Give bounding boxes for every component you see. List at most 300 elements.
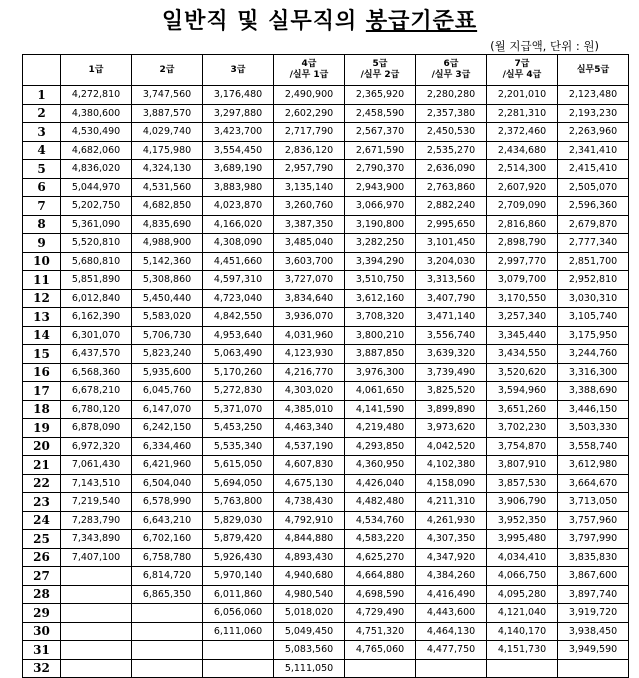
salary-cell: 6,504,040 <box>132 474 203 493</box>
column-header-line1: 5급 <box>372 59 388 69</box>
salary-cell: 7,283,790 <box>61 511 132 530</box>
table-row <box>23 326 629 345</box>
salary-cell: 5,142,360 <box>132 252 203 271</box>
step-number: 17 <box>23 382 61 401</box>
salary-cell: 2,851,700 <box>558 252 629 271</box>
step-number: 6 <box>23 178 61 197</box>
salary-cell: 5,063,490 <box>203 345 274 364</box>
salary-cell <box>61 567 132 586</box>
salary-cell: 3,204,030 <box>416 252 487 271</box>
column-header-line2: /실무 4급 <box>502 70 542 80</box>
salary-cell: 2,123,480 <box>558 86 629 105</box>
salary-cell <box>345 659 416 678</box>
column-header-line2: /실무 2급 <box>360 70 400 80</box>
salary-cell: 3,651,260 <box>487 400 558 419</box>
salary-cell: 4,835,690 <box>132 215 203 234</box>
salary-cell: 6,437,570 <box>61 345 132 364</box>
step-number: 9 <box>23 234 61 253</box>
salary-cell: 3,887,850 <box>345 345 416 364</box>
salary-cell: 2,341,410 <box>558 141 629 160</box>
salary-cell: 5,879,420 <box>203 530 274 549</box>
salary-cell: 2,995,650 <box>416 215 487 234</box>
step-number: 13 <box>23 308 61 327</box>
salary-cell: 2,709,090 <box>487 197 558 216</box>
salary-cell: 3,434,550 <box>487 345 558 364</box>
page-title <box>0 4 639 35</box>
salary-cell <box>558 659 629 678</box>
table-row <box>23 345 629 364</box>
salary-cell: 4,261,930 <box>416 511 487 530</box>
salary-cell: 5,706,730 <box>132 326 203 345</box>
step-number: 20 <box>23 437 61 456</box>
salary-cell: 4,141,590 <box>345 400 416 419</box>
salary-cell <box>61 585 132 604</box>
salary-cell: 6,865,350 <box>132 585 203 604</box>
salary-cell: 3,558,740 <box>558 437 629 456</box>
salary-cell: 4,953,640 <box>203 326 274 345</box>
salary-cell: 5,583,020 <box>132 308 203 327</box>
salary-cell: 2,434,680 <box>487 141 558 160</box>
salary-cell: 4,066,750 <box>487 567 558 586</box>
salary-cell: 3,388,690 <box>558 382 629 401</box>
salary-cell: 3,079,700 <box>487 271 558 290</box>
salary-cell: 5,535,340 <box>203 437 274 456</box>
column-header <box>61 55 132 86</box>
salary-cell: 4,385,010 <box>274 400 345 419</box>
salary-cell: 2,535,270 <box>416 141 487 160</box>
salary-cell: 5,763,800 <box>203 493 274 512</box>
salary-cell: 4,792,910 <box>274 511 345 530</box>
salary-cell: 3,556,740 <box>416 326 487 345</box>
salary-cell: 4,980,540 <box>274 585 345 604</box>
step-number: 27 <box>23 567 61 586</box>
salary-cell: 4,307,350 <box>416 530 487 549</box>
table-row <box>23 215 629 234</box>
salary-cell <box>61 622 132 641</box>
salary-cell: 4,682,850 <box>132 197 203 216</box>
salary-cell: 2,263,960 <box>558 123 629 142</box>
unit-note: (월 지급액, 단위 : 원) <box>490 39 599 53</box>
salary-cell: 5,520,810 <box>61 234 132 253</box>
salary-cell: 3,176,480 <box>203 86 274 105</box>
salary-cell: 4,042,520 <box>416 437 487 456</box>
step-number: 22 <box>23 474 61 493</box>
salary-cell: 3,030,310 <box>558 289 629 308</box>
salary-cell: 4,682,060 <box>61 141 132 160</box>
salary-cell: 6,758,780 <box>132 548 203 567</box>
salary-cell: 6,162,390 <box>61 308 132 327</box>
salary-cell: 2,193,230 <box>558 104 629 123</box>
step-number: 12 <box>23 289 61 308</box>
salary-cell: 3,297,880 <box>203 104 274 123</box>
salary-cell: 3,857,530 <box>487 474 558 493</box>
table-row <box>23 530 629 549</box>
table-row <box>23 567 629 586</box>
salary-cell: 2,636,090 <box>416 160 487 179</box>
salary-cell: 5,970,140 <box>203 567 274 586</box>
step-number: 16 <box>23 363 61 382</box>
salary-cell: 4,426,040 <box>345 474 416 493</box>
salary-cell <box>61 641 132 660</box>
salary-cell: 5,308,860 <box>132 271 203 290</box>
salary-cell: 4,625,270 <box>345 548 416 567</box>
salary-cell: 4,531,560 <box>132 178 203 197</box>
salary-cell: 2,458,590 <box>345 104 416 123</box>
salary-cell: 4,219,480 <box>345 419 416 438</box>
salary-cell: 5,680,810 <box>61 252 132 271</box>
salary-cell: 3,520,620 <box>487 363 558 382</box>
salary-cell: 4,765,060 <box>345 641 416 660</box>
step-number: 18 <box>23 400 61 419</box>
table-row <box>23 382 629 401</box>
step-number: 5 <box>23 160 61 179</box>
salary-cell: 2,952,810 <box>558 271 629 290</box>
salary-cell: 2,882,240 <box>416 197 487 216</box>
salary-cell: 5,926,430 <box>203 548 274 567</box>
salary-cell: 4,211,310 <box>416 493 487 512</box>
header-row <box>23 55 629 86</box>
salary-cell: 3,938,450 <box>558 622 629 641</box>
salary-cell: 2,365,920 <box>345 86 416 105</box>
salary-cell: 3,446,150 <box>558 400 629 419</box>
column-header <box>487 55 558 86</box>
salary-cell: 3,101,450 <box>416 234 487 253</box>
salary-cell: 4,534,760 <box>345 511 416 530</box>
step-number: 30 <box>23 622 61 641</box>
step-number: 7 <box>23 197 61 216</box>
table-row <box>23 400 629 419</box>
salary-cell: 3,727,070 <box>274 271 345 290</box>
salary-cell: 2,357,380 <box>416 104 487 123</box>
salary-cell: 3,260,760 <box>274 197 345 216</box>
salary-cell: 3,423,700 <box>203 123 274 142</box>
salary-cell: 6,421,960 <box>132 456 203 475</box>
salary-cell: 6,814,720 <box>132 567 203 586</box>
salary-cell: 3,835,830 <box>558 548 629 567</box>
salary-cell: 3,906,790 <box>487 493 558 512</box>
step-number: 15 <box>23 345 61 364</box>
salary-cell: 4,940,680 <box>274 567 345 586</box>
salary-cell: 6,578,990 <box>132 493 203 512</box>
step-number: 8 <box>23 215 61 234</box>
title-text: 일반직 및 실무직의 <box>161 8 366 34</box>
table-row <box>23 252 629 271</box>
salary-cell: 4,158,090 <box>416 474 487 493</box>
salary-cell: 7,407,100 <box>61 548 132 567</box>
salary-cell: 3,702,230 <box>487 419 558 438</box>
salary-cell: 3,887,570 <box>132 104 203 123</box>
salary-cell: 2,415,410 <box>558 160 629 179</box>
salary-cell: 3,757,960 <box>558 511 629 530</box>
salary-cell: 3,135,140 <box>274 178 345 197</box>
step-number: 4 <box>23 141 61 160</box>
salary-cell: 3,066,970 <box>345 197 416 216</box>
table-row <box>23 456 629 475</box>
salary-cell: 6,301,070 <box>61 326 132 345</box>
salary-cell <box>487 659 558 678</box>
salary-cell: 2,671,590 <box>345 141 416 160</box>
salary-cell: 4,166,020 <box>203 215 274 234</box>
salary-cell: 3,316,300 <box>558 363 629 382</box>
column-header-line1: 4급 <box>301 59 317 69</box>
salary-cell <box>132 622 203 641</box>
salary-cell: 3,952,350 <box>487 511 558 530</box>
salary-cell: 6,568,360 <box>61 363 132 382</box>
salary-cell: 5,823,240 <box>132 345 203 364</box>
salary-cell: 4,031,960 <box>274 326 345 345</box>
salary-cell: 2,997,770 <box>487 252 558 271</box>
salary-cell: 4,443,600 <box>416 604 487 623</box>
salary-cell: 4,308,090 <box>203 234 274 253</box>
salary-cell: 5,615,050 <box>203 456 274 475</box>
salary-cell: 5,361,090 <box>61 215 132 234</box>
salary-cell: 2,372,460 <box>487 123 558 142</box>
salary-cell: 5,018,020 <box>274 604 345 623</box>
table-row <box>23 363 629 382</box>
corner-cell <box>23 55 61 86</box>
salary-cell: 5,935,600 <box>132 363 203 382</box>
column-header <box>345 55 416 86</box>
salary-cell: 2,607,920 <box>487 178 558 197</box>
step-number: 28 <box>23 585 61 604</box>
table-row <box>23 641 629 660</box>
column-header-line1: 3급 <box>230 64 246 75</box>
salary-cell: 3,503,330 <box>558 419 629 438</box>
salary-cell: 3,825,520 <box>416 382 487 401</box>
salary-cell: 4,023,870 <box>203 197 274 216</box>
salary-cell: 4,416,490 <box>416 585 487 604</box>
salary-cell: 5,170,260 <box>203 363 274 382</box>
salary-cell <box>203 659 274 678</box>
salary-cell: 4,360,950 <box>345 456 416 475</box>
salary-table <box>22 54 629 678</box>
salary-cell: 6,780,120 <box>61 400 132 419</box>
table-row <box>23 178 629 197</box>
salary-cell: 4,751,320 <box>345 622 416 641</box>
salary-cell <box>416 659 487 678</box>
salary-cell: 5,111,050 <box>274 659 345 678</box>
salary-cell: 3,554,450 <box>203 141 274 160</box>
salary-cell: 5,450,440 <box>132 289 203 308</box>
salary-cell: 6,878,090 <box>61 419 132 438</box>
table-row <box>23 160 629 179</box>
table-row <box>23 493 629 512</box>
salary-cell: 3,105,740 <box>558 308 629 327</box>
salary-cell: 5,049,450 <box>274 622 345 641</box>
salary-cell: 4,464,130 <box>416 622 487 641</box>
salary-cell: 4,723,040 <box>203 289 274 308</box>
salary-cell: 6,056,060 <box>203 604 274 623</box>
salary-cell: 7,219,540 <box>61 493 132 512</box>
salary-cell: 6,111,060 <box>203 622 274 641</box>
salary-cell: 4,597,310 <box>203 271 274 290</box>
step-number: 29 <box>23 604 61 623</box>
salary-cell: 3,739,490 <box>416 363 487 382</box>
table-row <box>23 585 629 604</box>
salary-cell: 3,797,990 <box>558 530 629 549</box>
salary-cell: 4,988,900 <box>132 234 203 253</box>
salary-cell: 3,883,980 <box>203 178 274 197</box>
salary-cell: 4,675,130 <box>274 474 345 493</box>
salary-cell: 2,679,870 <box>558 215 629 234</box>
salary-cell: 3,807,910 <box>487 456 558 475</box>
salary-cell: 4,380,600 <box>61 104 132 123</box>
step-number: 2 <box>23 104 61 123</box>
salary-cell: 6,242,150 <box>132 419 203 438</box>
salary-cell: 3,708,320 <box>345 308 416 327</box>
table-row <box>23 437 629 456</box>
step-number: 14 <box>23 326 61 345</box>
salary-cell: 3,485,040 <box>274 234 345 253</box>
salary-cell: 2,763,860 <box>416 178 487 197</box>
salary-cell: 2,596,360 <box>558 197 629 216</box>
table-row <box>23 289 629 308</box>
salary-cell: 4,530,490 <box>61 123 132 142</box>
salary-cell: 4,607,830 <box>274 456 345 475</box>
column-header-line1: 1급 <box>88 64 104 75</box>
table-row <box>23 86 629 105</box>
salary-cell: 4,347,920 <box>416 548 487 567</box>
salary-cell: 6,643,210 <box>132 511 203 530</box>
salary-cell: 3,689,190 <box>203 160 274 179</box>
salary-cell: 6,147,070 <box>132 400 203 419</box>
salary-cell: 2,201,010 <box>487 86 558 105</box>
salary-cell: 3,612,160 <box>345 289 416 308</box>
salary-cell: 2,450,530 <box>416 123 487 142</box>
salary-cell: 3,170,550 <box>487 289 558 308</box>
salary-cell: 4,664,880 <box>345 567 416 586</box>
salary-cell: 6,334,460 <box>132 437 203 456</box>
table-row <box>23 234 629 253</box>
salary-cell: 2,717,790 <box>274 123 345 142</box>
salary-cell: 4,029,740 <box>132 123 203 142</box>
column-header-line2: /실무 3급 <box>431 70 471 80</box>
column-header-line1: 실무5급 <box>576 64 610 75</box>
salary-cell <box>203 641 274 660</box>
salary-cell: 2,836,120 <box>274 141 345 160</box>
salary-cell: 2,777,340 <box>558 234 629 253</box>
salary-cell: 6,012,840 <box>61 289 132 308</box>
table-row <box>23 104 629 123</box>
salary-cell: 3,510,750 <box>345 271 416 290</box>
salary-cell: 2,567,370 <box>345 123 416 142</box>
salary-cell: 4,893,430 <box>274 548 345 567</box>
salary-cell: 4,384,260 <box>416 567 487 586</box>
table-row <box>23 604 629 623</box>
column-header-line1: 2급 <box>159 64 175 75</box>
salary-cell: 3,936,070 <box>274 308 345 327</box>
salary-cell: 4,216,770 <box>274 363 345 382</box>
salary-cell: 4,272,810 <box>61 86 132 105</box>
table-row <box>23 271 629 290</box>
column-header <box>558 55 629 86</box>
table-row <box>23 659 629 678</box>
step-number: 23 <box>23 493 61 512</box>
salary-cell: 3,976,300 <box>345 363 416 382</box>
step-number: 32 <box>23 659 61 678</box>
salary-cell: 3,949,590 <box>558 641 629 660</box>
salary-cell: 3,387,350 <box>274 215 345 234</box>
salary-cell: 2,816,860 <box>487 215 558 234</box>
salary-cell: 4,102,380 <box>416 456 487 475</box>
salary-cell: 3,747,560 <box>132 86 203 105</box>
column-header-line1: 7급 <box>514 59 530 69</box>
salary-cell <box>132 641 203 660</box>
salary-cell: 3,754,870 <box>487 437 558 456</box>
column-header-line2: /실무 1급 <box>289 70 329 80</box>
salary-cell: 7,061,430 <box>61 456 132 475</box>
salary-cell: 4,123,930 <box>274 345 345 364</box>
salary-cell: 4,324,130 <box>132 160 203 179</box>
table-row <box>23 197 629 216</box>
salary-cell: 6,972,320 <box>61 437 132 456</box>
salary-cell: 4,034,410 <box>487 548 558 567</box>
salary-cell: 3,175,950 <box>558 326 629 345</box>
salary-cell: 4,482,480 <box>345 493 416 512</box>
salary-cell: 4,844,880 <box>274 530 345 549</box>
salary-cell: 4,583,220 <box>345 530 416 549</box>
table-row <box>23 308 629 327</box>
salary-cell: 4,836,020 <box>61 160 132 179</box>
step-number: 26 <box>23 548 61 567</box>
step-number: 19 <box>23 419 61 438</box>
salary-cell: 4,698,590 <box>345 585 416 604</box>
salary-cell: 2,943,900 <box>345 178 416 197</box>
salary-cell: 4,842,550 <box>203 308 274 327</box>
salary-cell: 4,451,660 <box>203 252 274 271</box>
step-number: 11 <box>23 271 61 290</box>
step-number: 10 <box>23 252 61 271</box>
column-header <box>132 55 203 86</box>
salary-cell: 5,453,250 <box>203 419 274 438</box>
salary-cell: 6,702,160 <box>132 530 203 549</box>
salary-cell: 2,957,790 <box>274 160 345 179</box>
column-header <box>274 55 345 86</box>
salary-cell: 3,899,890 <box>416 400 487 419</box>
salary-cell: 4,061,650 <box>345 382 416 401</box>
salary-cell: 4,303,020 <box>274 382 345 401</box>
salary-cell: 5,829,030 <box>203 511 274 530</box>
salary-cell: 4,175,980 <box>132 141 203 160</box>
step-number: 1 <box>23 86 61 105</box>
salary-cell: 3,973,620 <box>416 419 487 438</box>
salary-cell: 4,537,190 <box>274 437 345 456</box>
salary-cell <box>61 659 132 678</box>
table-body <box>23 86 629 678</box>
salary-cell: 2,898,790 <box>487 234 558 253</box>
salary-cell: 3,244,760 <box>558 345 629 364</box>
salary-cell: 4,121,040 <box>487 604 558 623</box>
salary-cell: 3,639,320 <box>416 345 487 364</box>
salary-cell: 4,738,430 <box>274 493 345 512</box>
salary-cell: 2,281,310 <box>487 104 558 123</box>
salary-cell: 3,190,800 <box>345 215 416 234</box>
table-row <box>23 123 629 142</box>
salary-cell: 4,293,850 <box>345 437 416 456</box>
column-header <box>416 55 487 86</box>
column-header <box>203 55 274 86</box>
salary-cell: 2,280,280 <box>416 86 487 105</box>
step-number: 21 <box>23 456 61 475</box>
salary-cell: 3,282,250 <box>345 234 416 253</box>
salary-cell: 3,471,140 <box>416 308 487 327</box>
salary-cell: 5,851,890 <box>61 271 132 290</box>
salary-cell: 3,995,480 <box>487 530 558 549</box>
column-header-line1: 6급 <box>443 59 459 69</box>
title-underlined-text: 봉급기준표 <box>365 8 478 34</box>
salary-cell <box>132 604 203 623</box>
salary-cell: 3,834,640 <box>274 289 345 308</box>
